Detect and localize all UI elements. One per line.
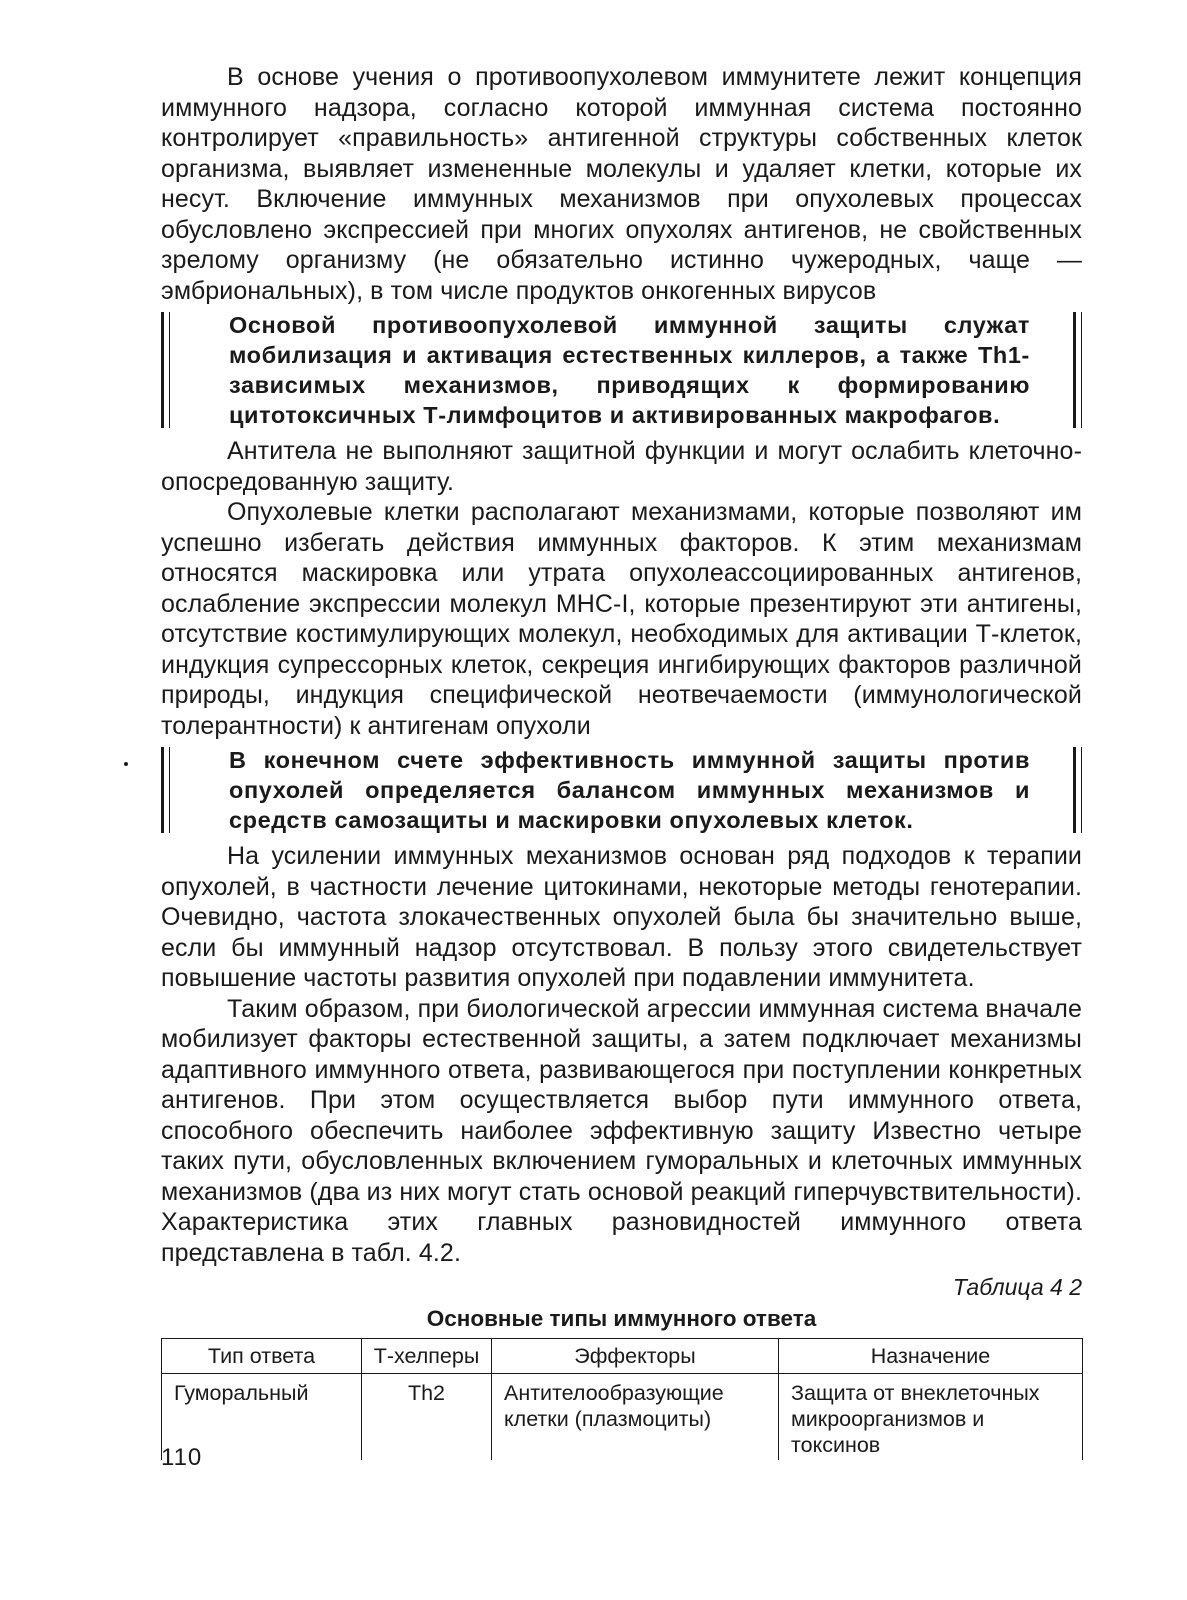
callout-text-antitumor-defense: Основой противоопухолевой иммунной защиты служат мобилизация и активация естественных киллеров, а также Th1-зависимых механизмов, приводящих к формированию цитотоксичных Т-лимфоцитов и активированных макрофагов. [229, 312, 1030, 428]
page-number: 110 [161, 1444, 203, 1471]
callout-left-bar [161, 312, 170, 428]
table-header-cell: Назначение [779, 1339, 1083, 1374]
page-content [161, 62, 1082, 1460]
callout-right-bar [1073, 312, 1082, 428]
table-title: Основные типы иммунного ответа [426, 1306, 817, 1331]
immune-response-table [161, 1338, 1083, 1460]
callout-left-bar [161, 747, 170, 833]
table-cell-purpose: Защита от внеклеточных микроорганизмов и токсинов [779, 1374, 1083, 1461]
table-header-cell: Т-хелперы [362, 1339, 492, 1374]
callout-immune-balance [161, 745, 1082, 835]
callout-antitumor-defense [161, 310, 1082, 430]
paragraph-antibodies: Антитела не выполняют защитной функции и могут ослабить клеточно-опосредованную защиту. [161, 437, 1082, 496]
paragraph-immune-response-paths: Таким образом, при биологической агрессии иммунная система вначале мобилизует факторы естественной защиты, а затем подключает механизмы адаптивного иммунного ответа, развивающегося при поступлении конкретных антигенов. При этом осуществляется выбор пути иммунного ответа, способного обеспечить наиболее эффективную защиту Известно четыре таких пути, обусловленных включением гуморальных и клеточных иммунных механизмов (два из них могут стать основой реакций гиперчувствительности). Характеристика этих главных разновидностей иммунного ответа представлена в табл. 4.2. [161, 994, 1082, 1267]
table-number: Таблица 4 2 [952, 1274, 1082, 1300]
paragraph-immune-surveillance: В основе учения о противоопухолевом иммунитете лежит концепция иммунного надзора, согласно которой иммунная система постоянно контролирует «правильность» антигенной структуры собственных клеток организма, выявляет измененные молекулы и удаляет клетки, которые их несут. Включение иммунных механизмов при опухолевых процессах обусловлено экспрессией при многих опухолях антигенов, не свойственных зрелому организму (не обязательно истинно чужеродных, чаще — эмбриональных), в том числе продуктов онкогенных вирусов [161, 63, 1082, 305]
table-header-row [162, 1339, 1083, 1374]
callout-right-bar [1073, 747, 1082, 833]
table-cell-effectors: Антителообразующие клетки (плазмоциты) [492, 1374, 779, 1461]
table-cell-t-helpers: Th2 [362, 1374, 492, 1461]
table-cell-response-type: Гуморальный [162, 1374, 362, 1461]
table-header-cell: Эффекторы [492, 1339, 779, 1374]
paragraph-therapy: На усилении иммунных механизмов основан ряд подходов к терапии опухолей, в частности лечение цитокинами, некоторые методы генотерапии. Очевидно, частота злокачественных опухолей была бы значительно выше, если бы иммунный надзор отсутствовал. В пользу этого свидетельствует повышение частоты развития опухолей при подавлении иммунитета. [161, 842, 1082, 992]
table-row [162, 1374, 1083, 1461]
callout-text-immune-balance: В конечном счете эффективность иммунной защиты против опухолей определяется балансом иммунных механизмов и средств самозащиты и маскировки опухолевых клеток. [229, 747, 1030, 833]
scan-artifact-dot [124, 762, 128, 766]
paragraph-tumor-escape: Опухолевые клетки располагают механизмами, которые позволяют им успешно избегать действия иммунных факторов. К этим механизмам относятся маскировка или утрата опухолеассоциированных антигенов, ослабление экспрессии молекул МНС-I, которые презентируют эти антигены, отсутствие костимулирующих молекул, необходимых для активации Т-клеток, индукция супрессорных клеток, секреция ингибирующих факторов различной природы, индукция специфической неотвечаемости (иммунологической толерантности) к антигенам опухоли [161, 498, 1082, 740]
table-header-cell: Тип ответа [162, 1339, 362, 1374]
